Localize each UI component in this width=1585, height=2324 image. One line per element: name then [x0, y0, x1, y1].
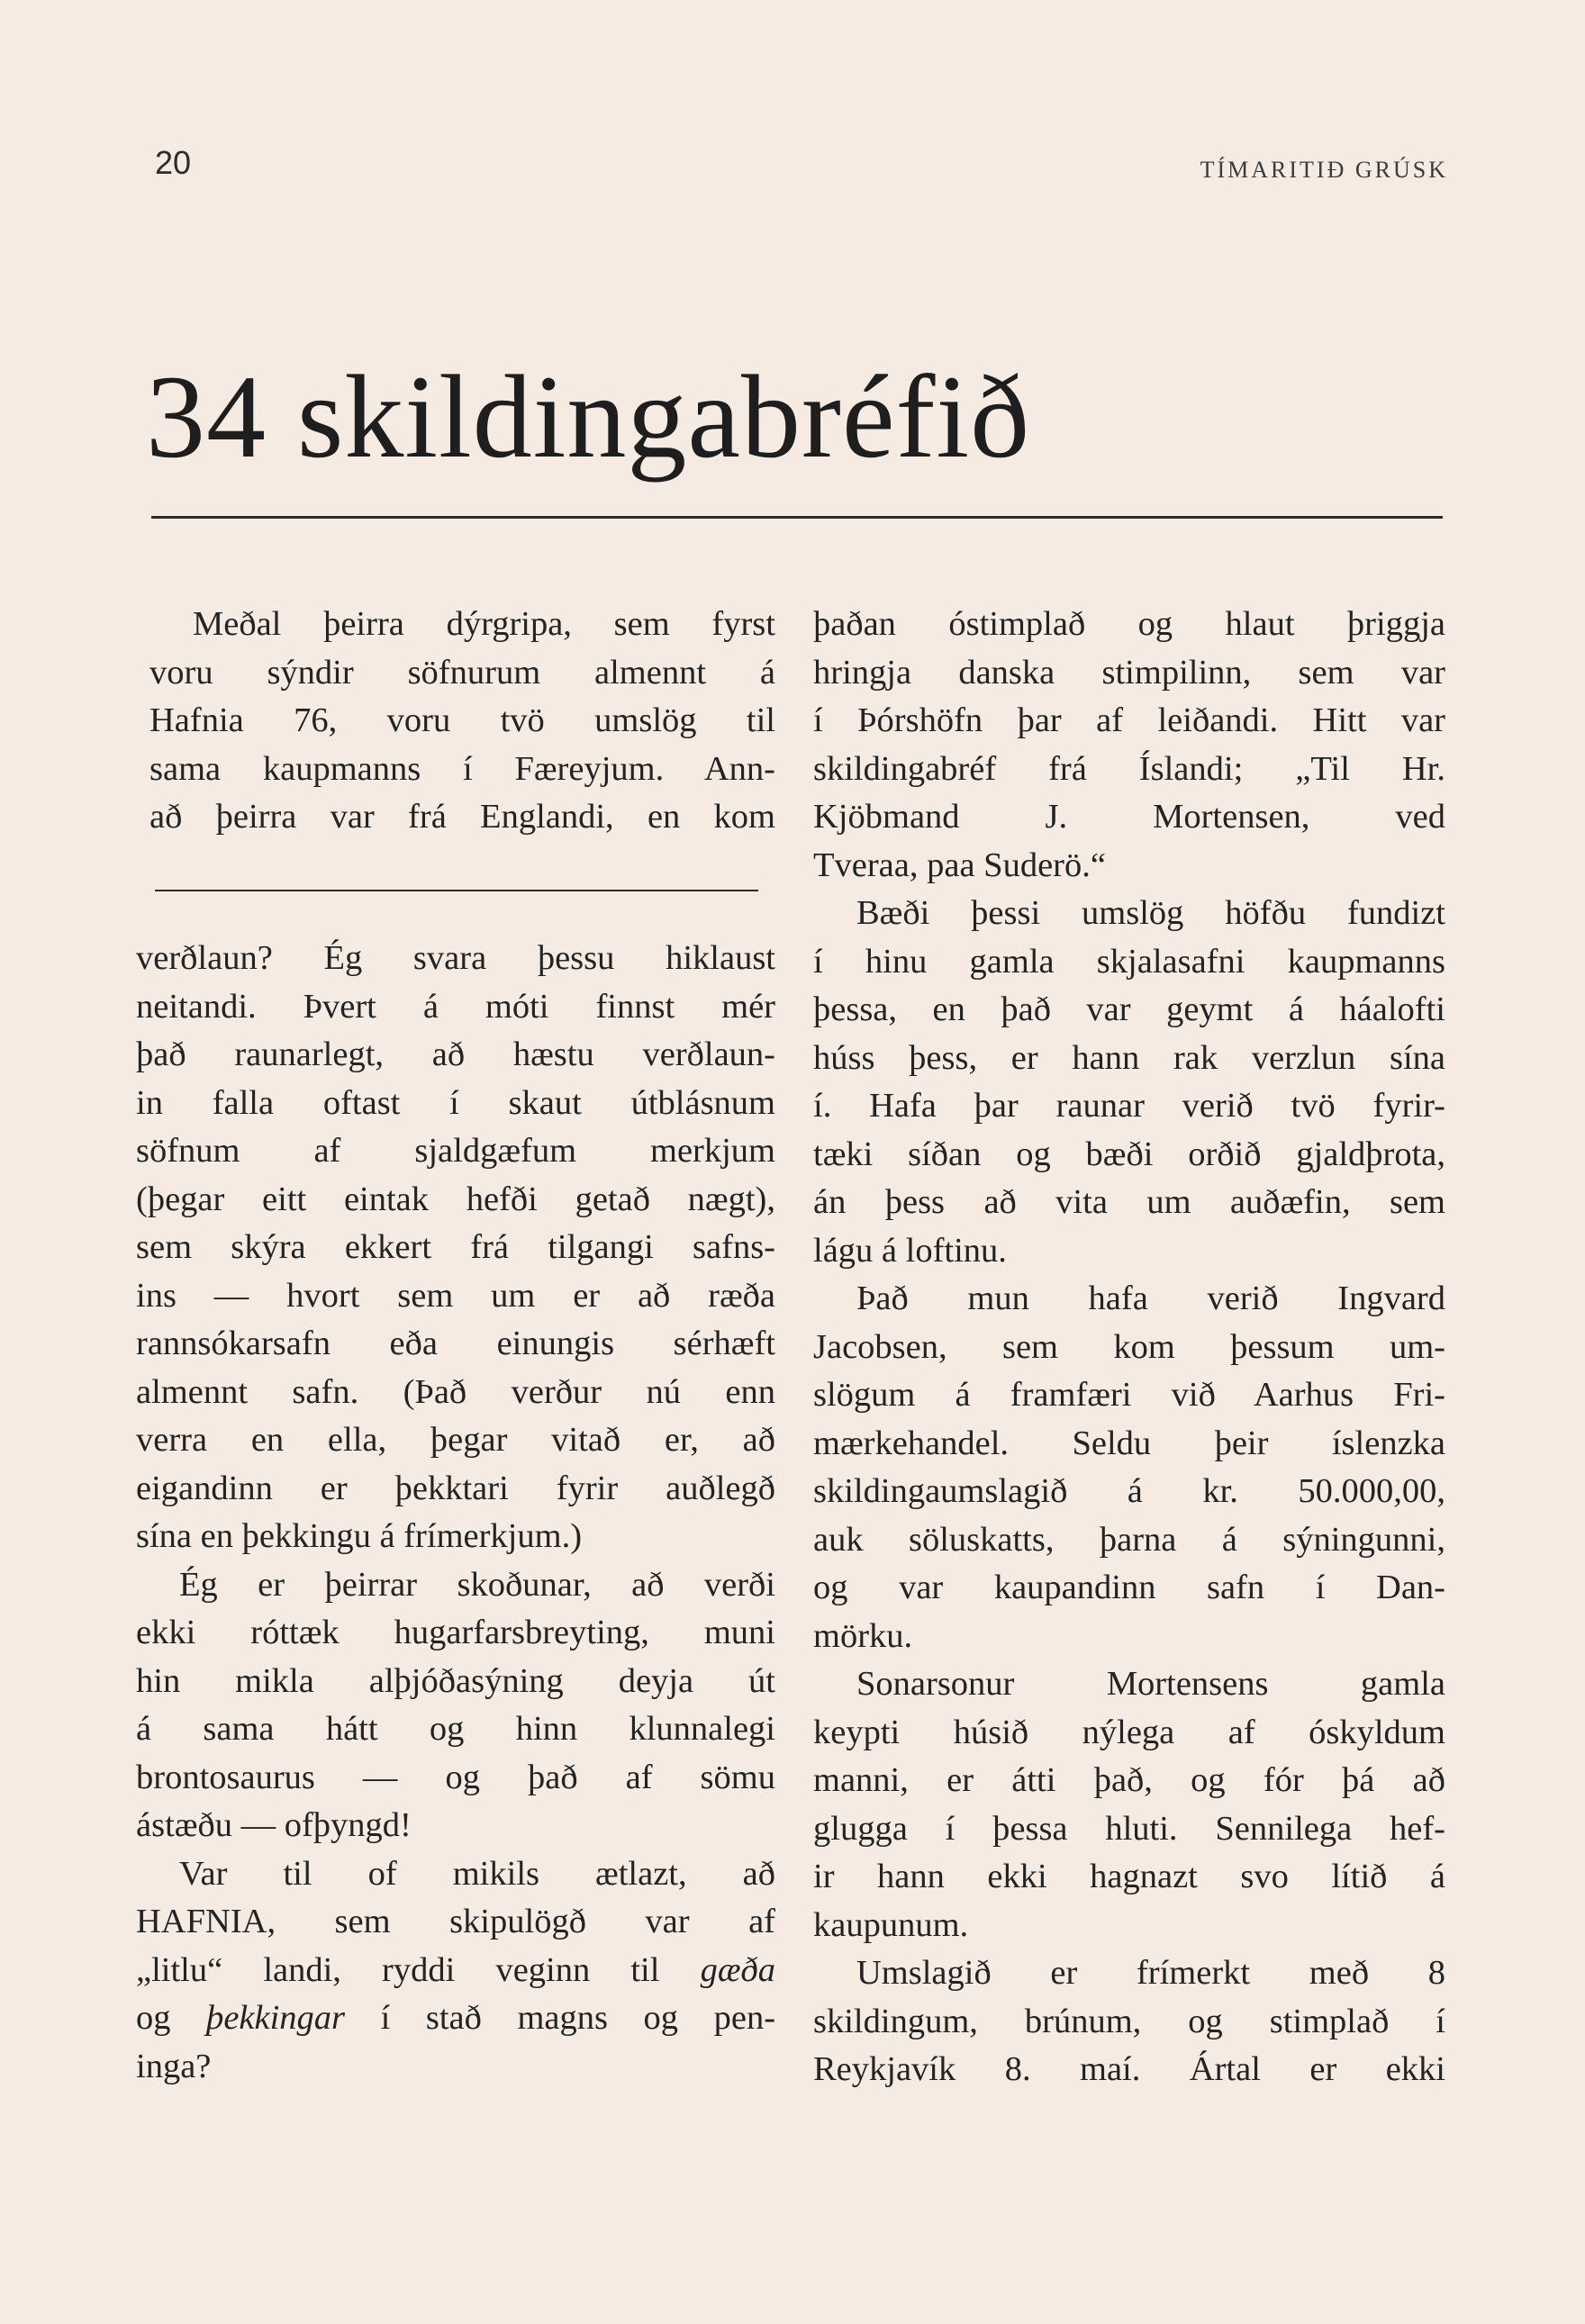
text-line: eigandinn er þekktari fyrir auðlegð: [136, 1469, 775, 1507]
text-fragment: og: [136, 1999, 171, 2037]
left-column-top: [149, 601, 775, 842]
text-line: Sonarsonur Mortensens gamla: [856, 1665, 1445, 1703]
title-rule: [151, 516, 1443, 519]
text-line: keypti húsið nýlega af óskyldum: [813, 1713, 1445, 1751]
text-line: þaðan óstimplað og hlaut þriggja: [813, 605, 1445, 643]
text-line: inga?: [136, 2047, 212, 2085]
text-line: neitandi. Þvert á móti finnst mér: [136, 987, 775, 1026]
article-title: 34 skildingabréfið: [146, 350, 1031, 483]
text-line: [136, 1994, 775, 2043]
emphasis-thekkingar: þekkingar: [206, 1999, 346, 2037]
text-line: það raunarlegt, að hæstu verðlaun-: [136, 1035, 775, 1073]
text-line: brontosaurus — og það af sömu: [136, 1758, 775, 1796]
text-line: án þess að vita um auðæfin, sem: [813, 1183, 1445, 1221]
text-line: og var kaupandinn safn í Dan-: [813, 1569, 1445, 1606]
text-line: (þegar eitt eintak hefði getað nægt),: [136, 1180, 775, 1218]
text-line: slögum á framfæri við Aarhus Fri-: [813, 1376, 1445, 1414]
text-line: sem skýra ekkert frá tilgangi safns-: [136, 1228, 775, 1266]
text-line: sína en þekkingu á frímerkjum.): [136, 1517, 583, 1555]
text-line: að þeirra var frá Englandi, en kom: [149, 798, 775, 836]
text-line: þessa, en það var geymt á háalofti: [813, 990, 1445, 1028]
right-column: [813, 601, 1445, 2094]
text-line: [136, 1947, 775, 1995]
text-line: kaupunum.: [813, 1905, 969, 1944]
text-line: ekki róttæk hugarfarsbreyting, muni: [136, 1614, 775, 1651]
text-line: Kjöbmand J. Mortensen, ved: [813, 798, 1445, 836]
text-line: mærkehandel. Seldu þeir íslenzka: [813, 1424, 1445, 1462]
text-line: hringja danska stimpilinn, sem var: [813, 653, 1445, 692]
page-number: 20: [155, 144, 192, 181]
text-line: Hafnia 76, voru tvö umslög til: [149, 701, 775, 739]
text-line: mörku.: [813, 1616, 913, 1655]
text-line: verðlaun? Ég svara þessu hiklaust: [136, 939, 775, 977]
text-line: Reykjavík 8. maí. Ártal er ekki: [813, 2050, 1445, 2088]
text-fragment: í stað magns og pen-: [380, 1999, 776, 2037]
text-line: HAFNIA, sem skipulögð var af: [136, 1903, 775, 1940]
text-line: ins — hvort sem um er að ræða: [136, 1276, 775, 1315]
running-head: TÍMARITIÐ GRÚSK: [1200, 157, 1448, 183]
text-line: í. Hafa þar raunar verið tvö fyrir-: [813, 1087, 1445, 1125]
text-line: í Þórshöfn þar af leiðandi. Hitt var: [813, 701, 1445, 739]
text-line: sama kaupmanns í Færeyjum. Ann-: [149, 749, 775, 788]
text-line: á sama hátt og hinn klunnalegi: [136, 1710, 775, 1748]
text-line: rannsókarsafn eða einungis sérhæft: [136, 1325, 775, 1362]
text-line: Jacobsen, sem kom þessum um-: [813, 1327, 1445, 1366]
text-line: skildingabréf frá Íslandi; „Til Hr.: [813, 749, 1445, 788]
text-line: in falla oftast í skaut útblásnum: [136, 1083, 775, 1122]
left-column-bottom: [136, 935, 775, 2091]
text-line: skildingum, brúnum, og stimplað í: [813, 2002, 1445, 2040]
text-line: Umslagið er frímerkt með 8: [856, 1954, 1445, 1992]
text-line: almennt safn. (Það verður nú enn: [136, 1372, 775, 1411]
text-line: Var til of mikils ætlazt, að: [179, 1854, 775, 1893]
text-line: húss þess, er hann rak verzlun sína: [813, 1038, 1445, 1077]
text-line: ástæðu — ofþyngd!: [136, 1806, 412, 1844]
text-line: í hinu gamla skjalasafni kaupmanns: [813, 942, 1445, 981]
text-line: verra en ella, þegar vitað er, að: [136, 1421, 775, 1459]
text-line: auk söluskatts, þarna á sýningunni,: [813, 1520, 1445, 1559]
text-line: Tveraa, paa Suderö.“: [813, 846, 1106, 884]
text-line: Meðal þeirra dýrgripa, sem fyrst: [193, 605, 775, 643]
text-line: manni, er átti það, og fór þá að: [813, 1761, 1445, 1799]
text-line: skildingaumslagið á kr. 50.000,00,: [813, 1472, 1445, 1510]
text-line: voru sýndir söfnurum almennt á: [149, 653, 775, 692]
text-line: söfnum af sjaldgæfum merkjum: [136, 1132, 775, 1170]
text-line: Bæði þessi umslög höfðu fundizt: [856, 894, 1445, 932]
text-line: tæki síðan og bæði orðið gjaldþrota,: [813, 1135, 1445, 1173]
emphasis-gaeda: gæða: [700, 1950, 775, 1989]
text-line: lágu á loftinu.: [813, 1231, 1007, 1270]
column-break-rule: [155, 890, 758, 891]
text-line: ir hann ekki hagnazt svo lítið á: [813, 1858, 1445, 1895]
text-line: glugga í þessa hluti. Sennilega hef-: [813, 1809, 1445, 1848]
text-fragment: „litlu“ landi, ryddi veginn til: [136, 1950, 660, 1989]
text-line: hin mikla alþjóðasýning deyja út: [136, 1661, 775, 1700]
text-line: Það mun hafa verið Ingvard: [856, 1280, 1445, 1317]
text-line: Ég er þeirrar skoðunar, að verði: [179, 1565, 775, 1604]
